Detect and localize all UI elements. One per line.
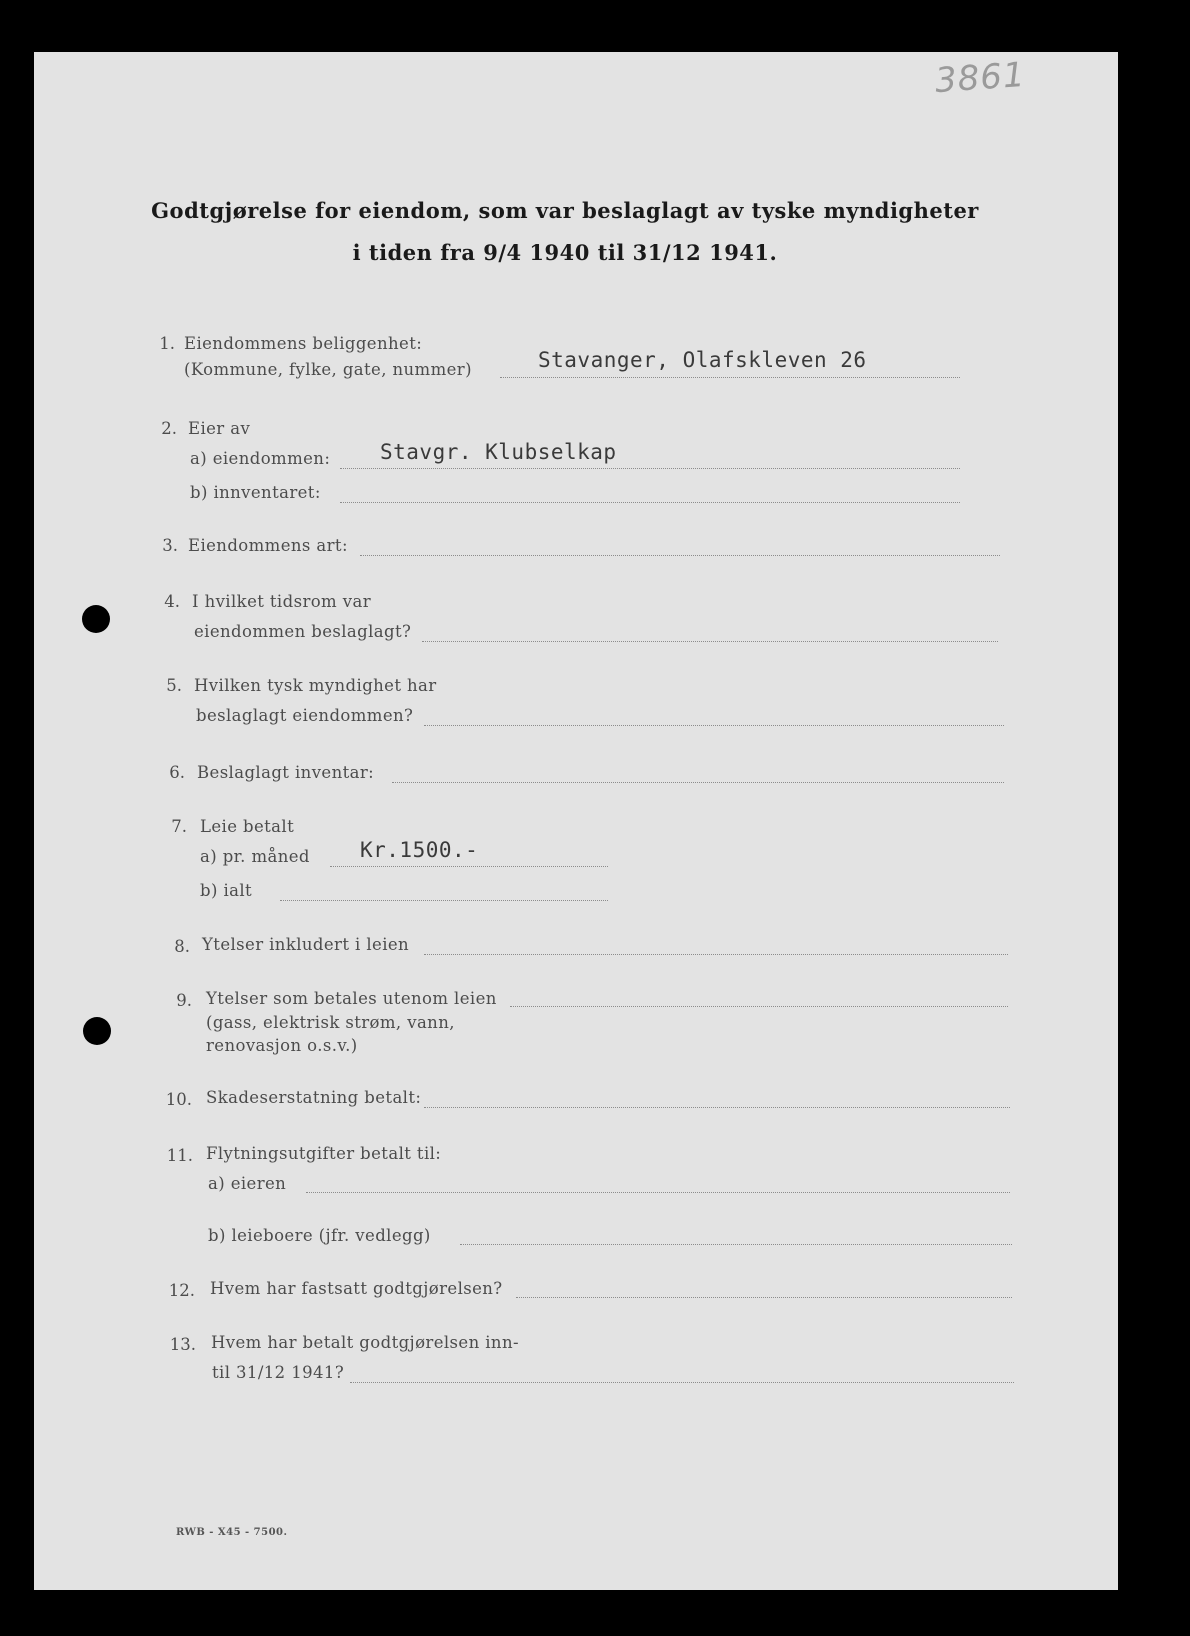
item-13-line	[350, 1382, 1014, 1383]
item-13-label: Hvem har betalt godtgjørelsen inn-	[211, 1333, 519, 1352]
item-11-number: 11.	[166, 1146, 193, 1165]
item-10-number: 10.	[165, 1090, 192, 1109]
item-7a-label: a) pr. måned	[200, 847, 310, 866]
item-12-label: Hvem har fastsatt godtgjørelsen?	[210, 1279, 503, 1298]
form-page	[34, 52, 1118, 1590]
item-11-label: Flytningsutgifter betalt til:	[206, 1144, 442, 1163]
item-9-sublabel-1: (gass, elektrisk strøm, vann,	[206, 1013, 455, 1032]
item-9-number: 9.	[176, 991, 192, 1010]
item-7b-line	[280, 900, 608, 901]
item-5-label: Hvilken tysk myndighet har	[194, 676, 437, 695]
item-1-sublabel: (Kommune, fylke, gate, nummer)	[184, 360, 472, 379]
item-9-label: Ytelser som betales utenom leien	[206, 989, 497, 1008]
item-4-number: 4.	[164, 592, 180, 611]
item-6-number: 6.	[169, 763, 185, 782]
form-title	[150, 190, 980, 274]
item-11a-line	[306, 1192, 1010, 1193]
item-1-label: Eiendommens beliggenhet:	[184, 334, 423, 353]
item-3-label: Eiendommens art:	[188, 536, 348, 555]
item-3-line	[360, 555, 1000, 556]
item-11b-line	[460, 1244, 1012, 1245]
item-2a-value[interactable]: Stavgr. Klubselkap	[380, 440, 617, 464]
item-9-sublabel-2: renovasjon o.s.v.)	[206, 1036, 358, 1055]
title-line-2: i tiden fra 9/4 1940 til 31/12 1941.	[352, 240, 778, 265]
item-1-line	[500, 377, 960, 378]
item-5-sublabel: beslaglagt eiendommen?	[196, 706, 414, 725]
item-4-line	[422, 641, 998, 642]
item-7a-value[interactable]: Kr.1500.-	[360, 838, 479, 862]
item-12-line	[516, 1297, 1012, 1298]
item-10-label: Skadeserstatning betalt:	[206, 1088, 422, 1107]
item-9-line	[510, 1006, 1008, 1007]
item-7a-line	[330, 866, 608, 867]
item-8-line	[424, 954, 1008, 955]
item-12-number: 12.	[168, 1281, 195, 1300]
item-7-label: Leie betalt	[200, 817, 295, 836]
item-8-label: Ytelser inkludert i leien	[202, 935, 410, 954]
title-line-1: Godtgjørelse for eiendom, som var beslaglagt av tyske myndigheter	[151, 198, 979, 223]
item-13-number: 13.	[169, 1335, 196, 1354]
item-2b-line	[340, 502, 960, 503]
punch-hole-top	[82, 605, 110, 633]
item-5-number: 5.	[166, 676, 182, 695]
item-4-sublabel: eiendommen beslaglagt?	[194, 622, 412, 641]
print-code: RWB - X45 - 7500.	[176, 1527, 288, 1538]
item-2-label: Eier av	[188, 419, 251, 438]
item-2-number: 2.	[161, 419, 177, 438]
item-11b-label: b) leieboere (jfr. vedlegg)	[208, 1226, 431, 1245]
item-1-number: 1.	[159, 334, 175, 353]
item-6-label: Beslaglagt inventar:	[197, 763, 375, 782]
item-2b-label: b) innventaret:	[190, 483, 321, 502]
item-2a-label: a) eiendommen:	[190, 449, 331, 468]
item-7b-label: b) ialt	[200, 881, 253, 900]
item-3-number: 3.	[162, 536, 178, 555]
item-7-number: 7.	[171, 817, 187, 836]
item-4-label: I hvilket tidsrom var	[192, 592, 371, 611]
item-8-number: 8.	[174, 937, 190, 956]
item-1-value[interactable]: Stavanger, Olafskleven 26	[538, 348, 867, 372]
item-11a-label: a) eieren	[208, 1174, 287, 1193]
item-5-line	[424, 725, 1004, 726]
archive-number: 3861	[933, 54, 1027, 102]
item-13-sublabel: til 31/12 1941?	[212, 1363, 345, 1382]
punch-hole-bottom	[83, 1017, 111, 1045]
item-2a-line	[340, 468, 960, 469]
item-6-line	[392, 782, 1004, 783]
item-10-line	[424, 1107, 1010, 1108]
